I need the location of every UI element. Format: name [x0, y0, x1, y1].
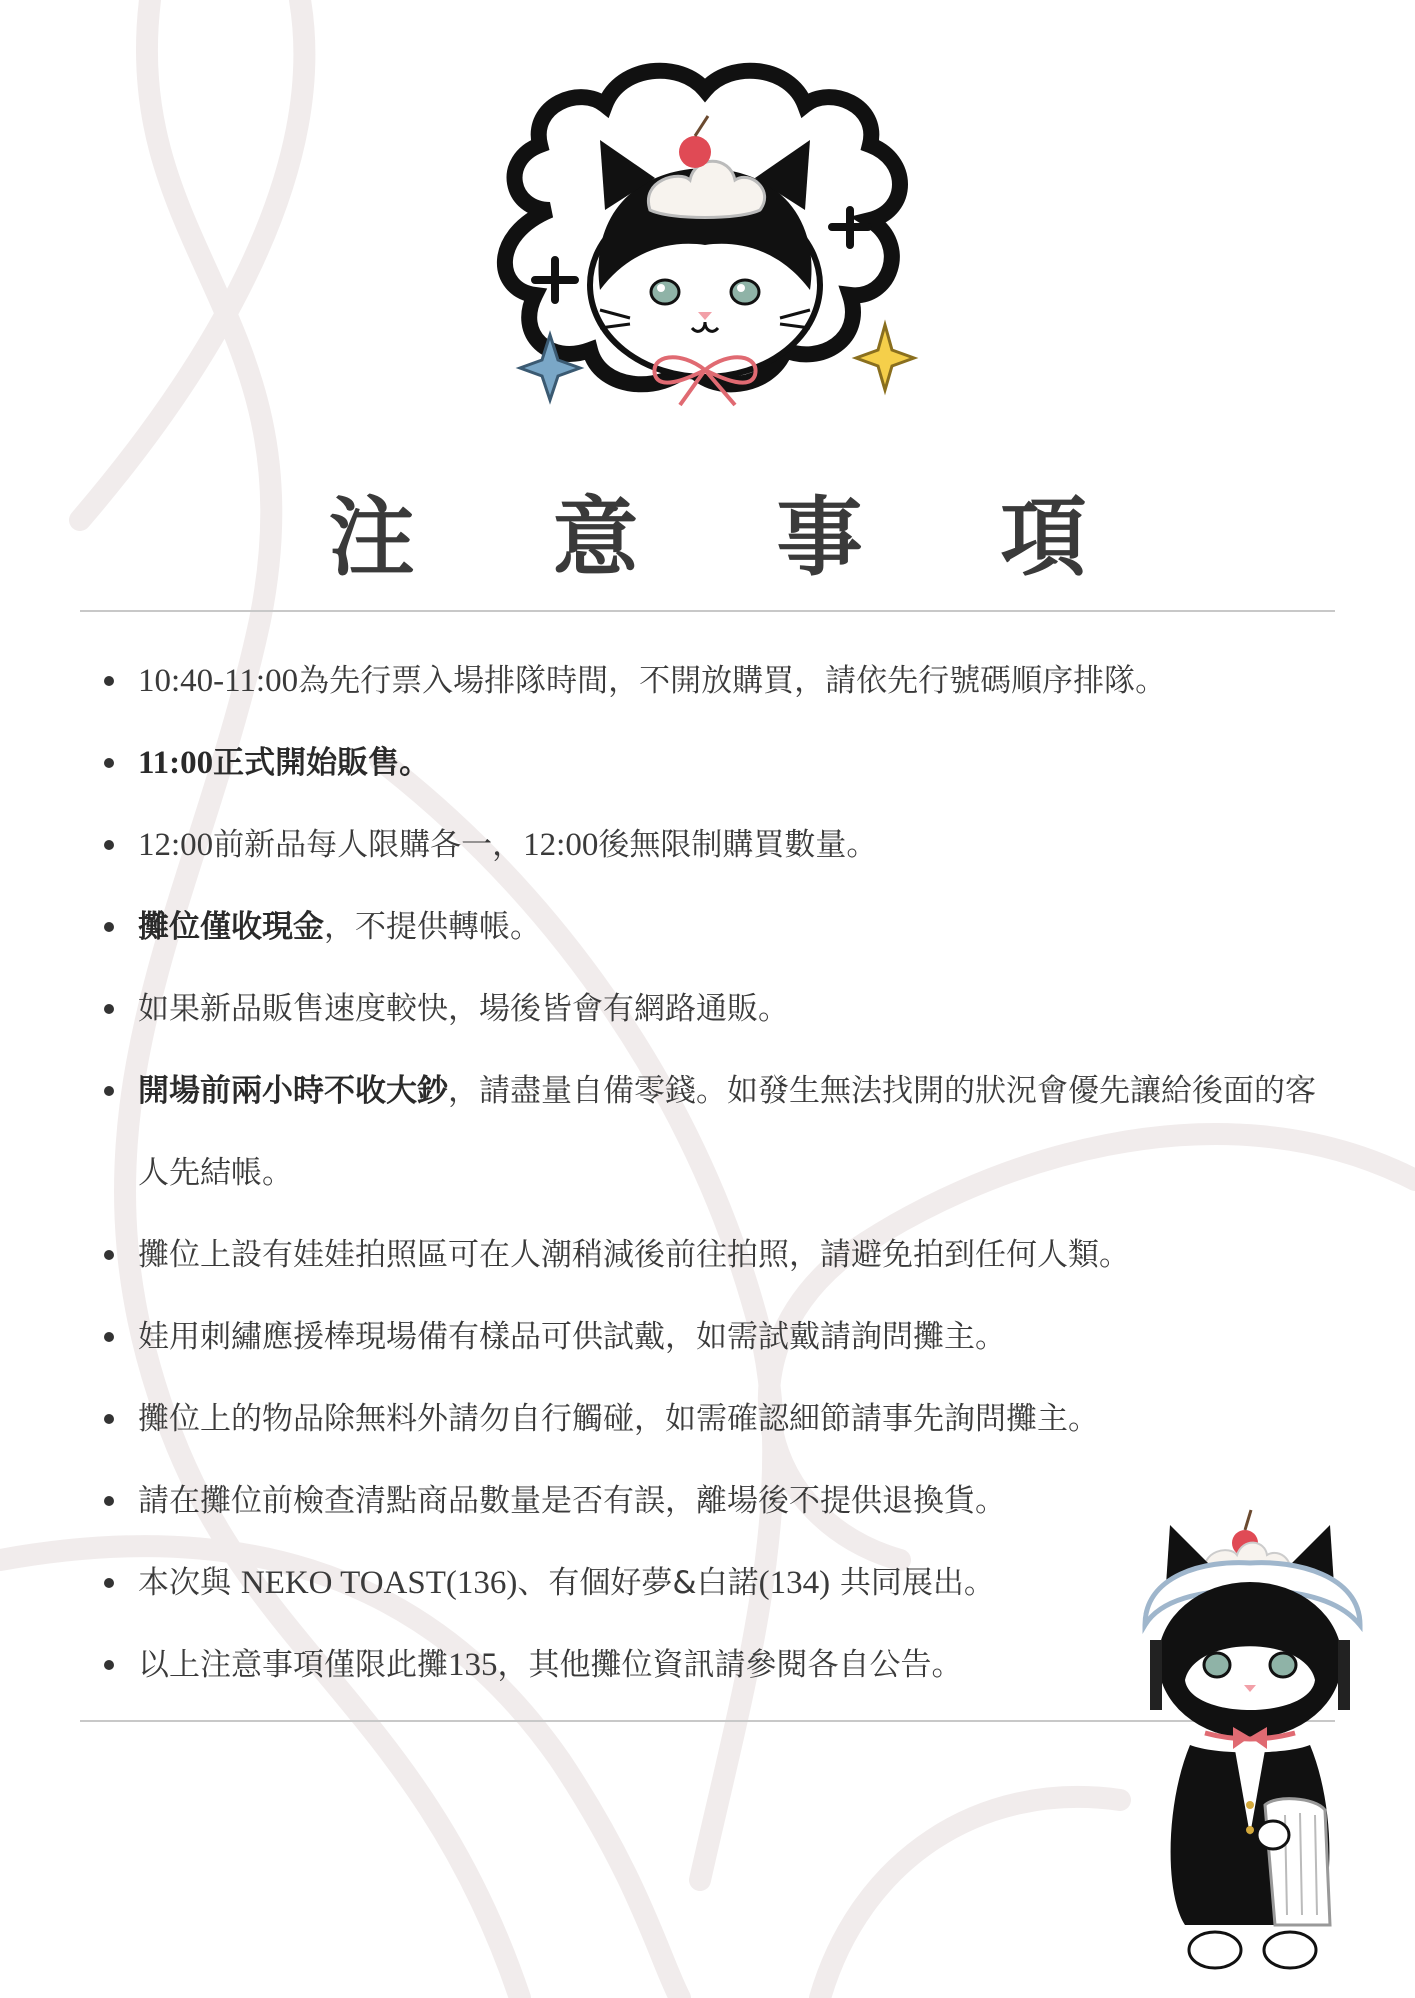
list-item: 攤位上設有娃娃拍照區可在人潮稍減後前往拍照，請避免拍到任何人類。: [98, 1214, 1338, 1296]
list-item: 12:00前新品每人限購各一，12:00後無限制購買數量。: [98, 804, 1338, 886]
bullet-icon: [104, 1086, 114, 1096]
bullet-icon: [104, 1414, 114, 1424]
list-item: 開場前兩小時不收大鈔，請盡量自備零錢。如發生無法找開的狀況會優先讓給後面的客人先結帳。: [98, 1050, 1338, 1214]
cat-with-cream-cherry-logo-icon: [480, 60, 930, 420]
bullet-icon: [104, 1004, 114, 1014]
list-item: 11:00正式開始販售。: [98, 722, 1338, 804]
bullet-icon: [104, 1660, 114, 1670]
list-item: 攤位僅收現金，不提供轉帳。: [98, 886, 1338, 968]
cat-butler-mascot-icon: [1125, 1505, 1380, 1975]
bullet-icon: [104, 922, 114, 932]
bullet-icon: [104, 1578, 114, 1588]
list-item: 攤位上的物品除無料外請勿自行觸碰，如需確認細節請事先詢問攤主。: [98, 1378, 1338, 1460]
list-item: 如果新品販售速度較快，場後皆會有網路通販。: [98, 968, 1338, 1050]
bullet-icon: [104, 840, 114, 850]
list-item: 本次與 NEKO TOAST(136)、有個好夢&白諾(134) 共同展出。: [98, 1542, 1338, 1624]
list-item: 請在攤位前檢查清點商品數量是否有誤，離場後不提供退換貨。: [98, 1460, 1338, 1542]
bullet-icon: [104, 1496, 114, 1506]
list-item: 10:40-11:00為先行票入場排隊時間，不開放購買，請依先行號碼順序排隊。: [98, 640, 1338, 722]
bullet-icon: [104, 758, 114, 768]
page-title: 注 意 事 項: [328, 488, 1141, 588]
bullet-icon: [104, 1250, 114, 1260]
list-item: 以上注意事項僅限此攤135，其他攤位資訊請參閱各自公告。: [98, 1624, 1338, 1706]
bullet-icon: [104, 676, 114, 686]
bullet-icon: [104, 1332, 114, 1342]
list-item: 娃用刺繡應援棒現場備有樣品可供試戴，如需試戴請詢問攤主。: [98, 1296, 1338, 1378]
top-divider: [80, 610, 1335, 612]
